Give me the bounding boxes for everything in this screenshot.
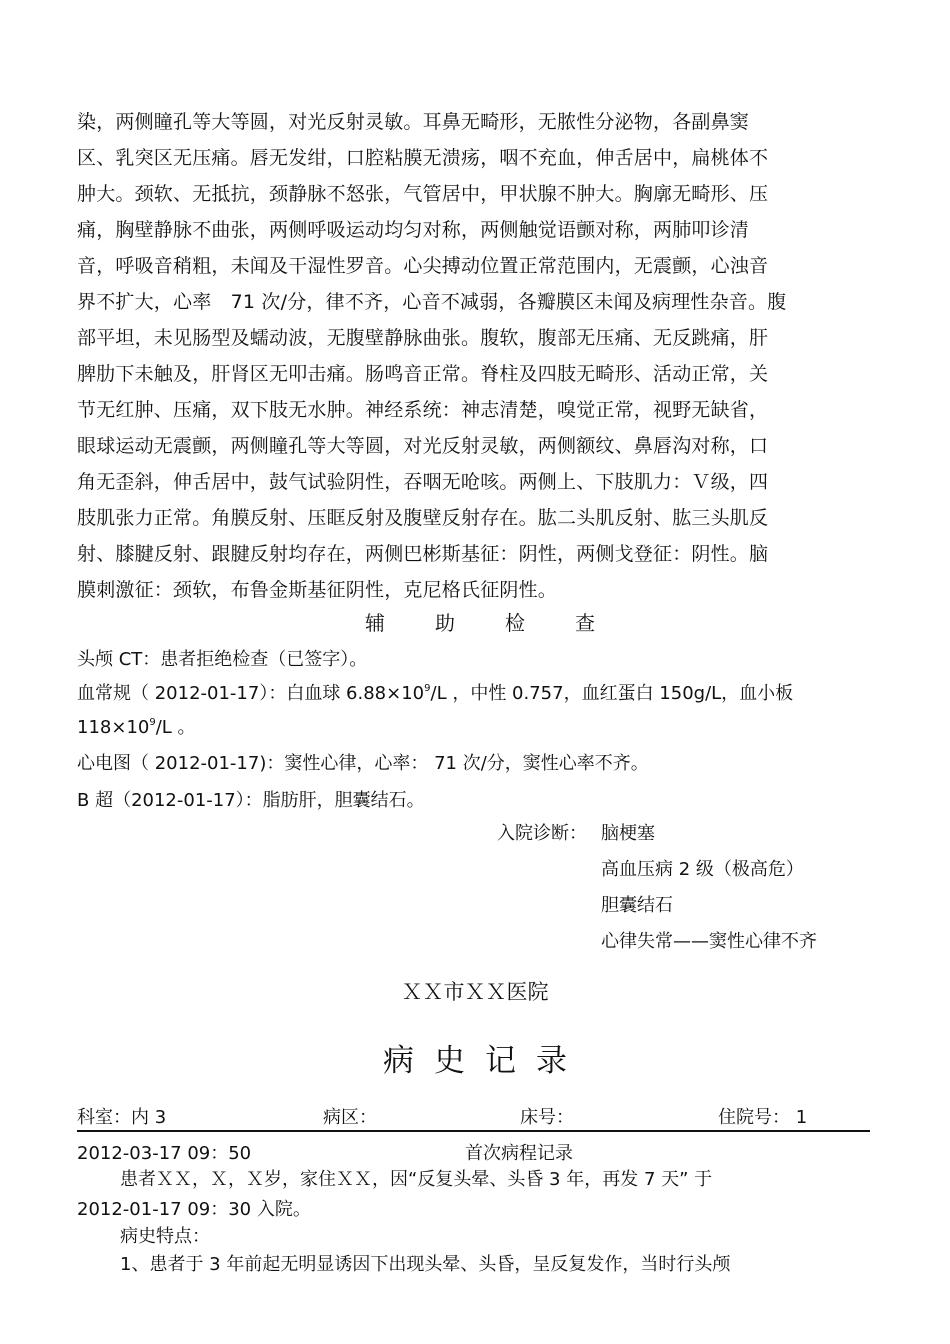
ultrasound-result: B 超（2012-01-17）：脂肪肝，胆囊结石。	[77, 790, 425, 811]
blood-prefix: 血常规（ 2012-01-17）：白血球 6.88×10	[77, 683, 425, 704]
diagnosis-item: 胆囊结石	[601, 895, 673, 916]
ward-field: 病区：	[323, 1107, 377, 1128]
progress-text-line: 患者ＸＸ，Ｘ，Ｘ岁，家住ＸＸ，因“反复头晕、头昏 3 年，再发 7 天” 于	[120, 1169, 713, 1190]
exam-text-line: 肢肌张力正常。角膜反射、压眶反射及腹壁反射存在。肱二头肌反射、肱三头肌反	[77, 507, 769, 529]
aux-heading-char: 查	[575, 611, 595, 635]
history-item: 1、患者于 3 年前起无明显诱因下出现头晕、头昏，呈反复发作，当时行头颅	[120, 1254, 731, 1275]
progress-title: 首次病程记录	[465, 1143, 573, 1164]
ct-result: 头颅 CT：患者拒绝检查（已签字）。	[77, 649, 368, 670]
exam-text-line: 脾肋下未触及，肝肾区无叩击痛。肠鸣音正常。脊柱及四肢无畸形、活动正常，关	[77, 363, 769, 385]
aux-heading-char: 检	[505, 611, 525, 635]
exam-text-line: 射、膝腱反射、跟腱反射均存在，两侧巴彬斯基征：阴性，两侧戈登征：阴性。脑	[77, 543, 769, 565]
diagnosis-item: 高血压病 2 级（极高危）	[601, 859, 804, 880]
progress-text-line: 2012-01-17 09：30 入院。	[77, 1199, 311, 1220]
blood-mid: /L ，中性 0.757，血红蛋白 150g/L，血小板	[430, 683, 794, 704]
aux-heading-char: 辅	[365, 611, 385, 635]
record-meta-row	[77, 1106, 870, 1132]
exam-text-line: 区、乳突区无压痛。唇无发绀，口腔粘膜无溃疡，咽不充血，伸舌居中，扁桃体不	[77, 147, 769, 169]
exam-text-line: 节无红肿、压痛，双下肢无水肿。神经系统：神志清楚，嗅觉正常，视野无缺省，	[77, 399, 769, 421]
platelet-prefix: 118×10	[77, 717, 150, 738]
department-field: 科室：内 3	[77, 1107, 167, 1128]
hospital-name: ＸＸ市ＸＸ医院	[401, 980, 549, 1004]
blood-exponent: 9	[424, 683, 431, 694]
ecg-result: 心电图（ 2012-01-17)：窦性心律，心率： 71 次/分，窦性心率不齐。	[77, 753, 649, 774]
aux-heading-char: 助	[435, 611, 455, 635]
platelet-exponent: 9	[149, 717, 156, 728]
progress-datetime: 2012-03-17 09：50	[77, 1143, 252, 1164]
exam-text-line: 部平坦，未见肠型及蠕动波，无腹壁静脉曲张。腹软，腹部无压痛、无反跳痛，肝	[77, 327, 769, 349]
exam-text-line: 染，两侧瞳孔等大等圆，对光反射灵敏。耳鼻无畸形，无脓性分泌物，各副鼻窦	[77, 111, 750, 133]
exam-text-line: 角无歪斜，伸舌居中，鼓气试验阴性，吞咽无呛咳。两侧上、下肢肌力：Ｖ级，四	[77, 471, 769, 493]
diagnosis-label: 入院诊断：	[497, 823, 587, 844]
exam-text-line: 眼球运动无震颤，两侧瞳孔等大等圆，对光反射灵敏，两侧额纹、鼻唇沟对称，口	[77, 435, 769, 457]
bed-field: 床号：	[520, 1107, 574, 1128]
exam-text-line: 膜刺激征：颈软，布鲁金斯基征阴性，克尼格氏征阴性。	[77, 579, 558, 601]
exam-text-line: 界不扩大，心率 71 次/分，律不齐，心音不减弱，各瓣膜区未闻及病理性杂音。腹	[77, 291, 787, 313]
platelet-suffix: /L 。	[155, 717, 196, 738]
exam-text-line: 音，呼吸音稍粗，未闻及干湿性罗音。心尖搏动位置正常范围内，无震颤，心浊音	[77, 255, 769, 277]
blood-routine-line-2	[77, 716, 196, 740]
admission-number-field: 住院号： 1	[718, 1107, 808, 1128]
blood-routine-line-1	[77, 682, 793, 706]
exam-text-line: 肿大。颈软、无抵抗，颈静脉不怒张，气管居中，甲状腺不肿大。胸廓无畸形、压	[77, 183, 769, 205]
diagnosis-item: 脑梗塞	[601, 823, 655, 844]
aux-exam-heading	[365, 610, 595, 636]
record-title: 病史记录	[383, 1043, 587, 1079]
history-features-label: 病史特点：	[120, 1226, 210, 1247]
exam-text-line: 痛，胸壁静脉不曲张，两侧呼吸运动均匀对称，两侧触觉语颤对称，两肺叩诊清	[77, 219, 750, 241]
diagnosis-item: 心律失常——窦性心律不齐	[601, 931, 817, 952]
